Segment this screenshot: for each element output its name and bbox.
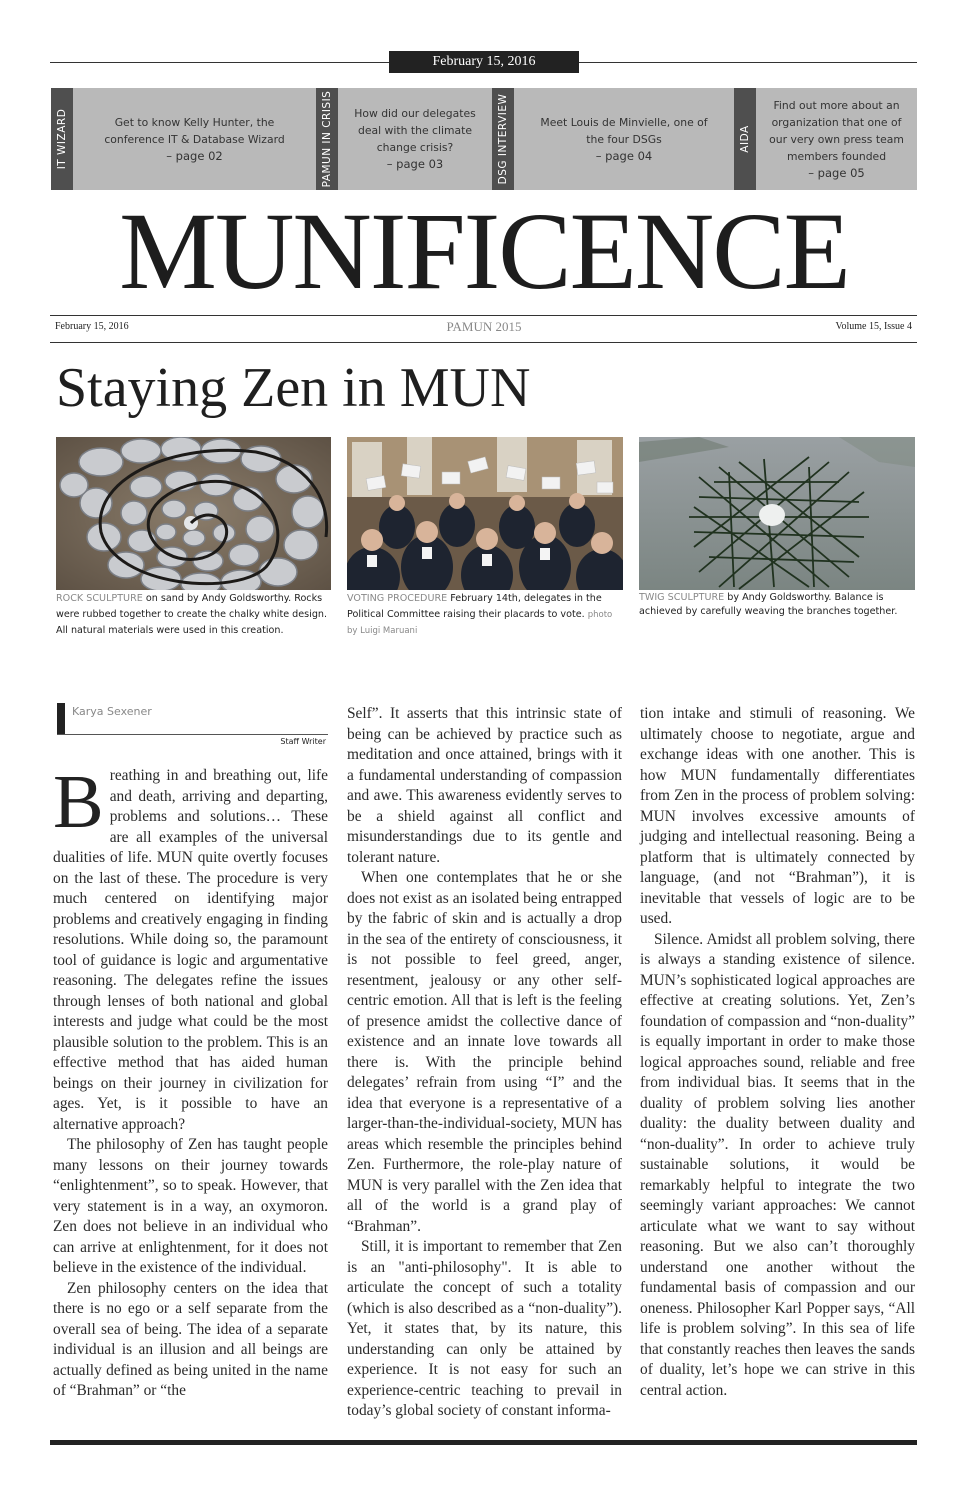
teaser-pamun-in-crisis[interactable]: How did our delegates deal with the climate change crisis? – page 03 [354, 107, 476, 171]
teaser-it-wizard[interactable]: Get to know Kelly Hunter, the conference IT & Database Wizard – page 02 [104, 115, 285, 163]
author-name: Karya Sexener [72, 705, 152, 718]
photo-twig-caption: TWIG SCULPTURE by Andy Goldsworthy. Balance is achieved by carefully weaving the branches together. [639, 592, 898, 617]
paragraph: The philosophy of Zen has taught people many lessons on their journey towards “enlightenment”, so to speak. However, that very statement is in a way, an oxymoron. Zen does not believe in an individual who can arrive at enlightenment, for it does not believe in the existence of the individual. [53, 1136, 328, 1276]
teaser-tab-aida[interactable]: AIDA [734, 88, 756, 190]
masthead-rule-bottom [50, 342, 917, 343]
masthead-volume: Volume 15, Issue 4 [835, 321, 912, 332]
drop-cap: B [53, 760, 104, 844]
teaser-dsg-interview[interactable]: Meet Louis de Minvielle, one of the four DSGs – page 04 [540, 115, 708, 163]
paragraph: Breathing in and breathing out, life and death, arriving and departing, problems and solutions… These are all examples of the universal dualities of life. MUN quite overtly focuses on the last of these. The procedure is very much centered on identifying major problems and creatively engaging in finding resolutions. While doing so, the paramount tool of guidance is logic and argumentative reasoning. The delegates refine the issues through lenses of both national and global interests and judge what could be the most plausible solution to the problem. This is an effective method that has aided human beings on their journey in civilization for ages. Yet, is it possible to have an alternative approach? [53, 760, 328, 1133]
article-headline: Staying Zen in MUN [56, 357, 531, 419]
paragraph: Silence. Amidst all problem solving, there is always a standing existence of silence. MUN’s sophisticated logical approaches are effective at creating solutions. Yet, Zen’s foundation of compassion and “non-duality” is equally important in order to make those logical approaches sound, reliable and free from individual bias. It seems that in the duality of problem solving lies another duality: the duality between duality and “non-duality”. In order to achieve truly sustainable solutions, it would be remarkably helpful to integrate the two seemingly variant approaches: We cannot articulate what we want to say without reasoning. But we also can’t thoroughly understand one another without the fundamental basis of compassion and our oneness. Philosopher Karl Popper says, “All life is problem solving”. In this sea of life that constantly reaches then leaves the sands of duality, let’s hope we can strive in this central action. [640, 930, 915, 1399]
issue-date-banner: February 15, 2016 [389, 51, 579, 73]
byline-marker [57, 703, 65, 735]
paragraph: tion intake and stimuli of reasoning. We ultimately choose to negotiate, argue and exchange ideas with one another. This is how MUN fundamentally differentiates from Zen in the process of problem solving: MUN involves excessive amounts of judging and intellectual reasoning. Being a platform that is ultimately connected by language, (and not “Brahman”), it is inevitable that vessels of logic are to be used. [640, 705, 915, 927]
teaser-aida[interactable]: Find out more about an organization that one of our very own press team members founded – page 05 [769, 98, 904, 180]
photo-voting-caption: VOTING PROCEDURE February 14th, delegates in the Political Committee raising their placards to vote. photo by Luigi Maruani [347, 593, 613, 636]
teaser-tab-pamun-in-crisis[interactable]: PAMUN IN CRISIS [316, 88, 338, 190]
photo-rock-sculpture [56, 437, 331, 590]
masthead-rule-top [50, 315, 917, 316]
article-column-1 [53, 760, 328, 1402]
teaser-tab-it-wizard[interactable]: IT WIZARD [51, 88, 73, 190]
paragraph: Still, it is important to remember that Zen is an "anti-philosophy". It is able to articulate the concept of such a totality (which is also described as a “non-duality”). Yet, it states that, by its nature, this understanding can only be attained by experience. It is not easy for such an experience-centric teaching to prevail in today’s global society of constant informa- [347, 1238, 622, 1419]
author-role: Staff Writer [280, 737, 326, 746]
article-column-2 [347, 704, 622, 1422]
masthead-title: MUNIFICENCE [119, 190, 849, 312]
paragraph: Zen philosophy centers on the idea that there is no ego or a self separate from the overall sea of being. The idea of a separate individual is an illusion and all beings are actually defined as being united in the name of “Brahman” or “the [53, 1279, 328, 1399]
paragraph: Self”. It asserts that this intrinsic state of being can be achieved by practice such as meditation and once attained, brings with it a fundamental understanding of compassion and awe. This awareness evidently serves to be a shield against all conflict and misunderstandings due to its gentle and tolerant nature. [347, 705, 622, 866]
article-column-3 [640, 704, 915, 1401]
masthead-center: PAMUN 2015 [446, 319, 522, 334]
bottom-rule [50, 1440, 917, 1445]
photo-rock-caption: ROCK SCULPTURE on sand by Andy Goldsworthy. Rocks were rubbed together to create the chalky white design. All natural materials were used in this creation. [56, 593, 328, 636]
paragraph: When one contemplates that he or she does not exist as an isolated being entrapped by the fabric of skin and is actually a drop in the sea of the entirety of consciousness, it is not possible to feel greed, anger, resentment, jealousy or any other self-centric emotion. All that is left is the feeling of presence amidst the collective dance of existence and an innate love towards all there is. With the principle behind delegates’ refrain from using “I” and the idea that everyone is a representative of a larger-than-the-individual-society, MUN has areas which resemble the principles behind Zen. Furthermore, the role-play nature of MUN is very parallel with the Zen idea that all of the world is a grand play of “Brahman”. [347, 869, 622, 1235]
photo-twig-sculpture [639, 437, 915, 590]
byline-rule [57, 734, 328, 735]
masthead-date: February 15, 2016 [55, 321, 129, 332]
teaser-tab-dsg-interview[interactable]: DSG INTERVIEW [492, 88, 514, 190]
photo-voting-procedure [347, 437, 623, 590]
